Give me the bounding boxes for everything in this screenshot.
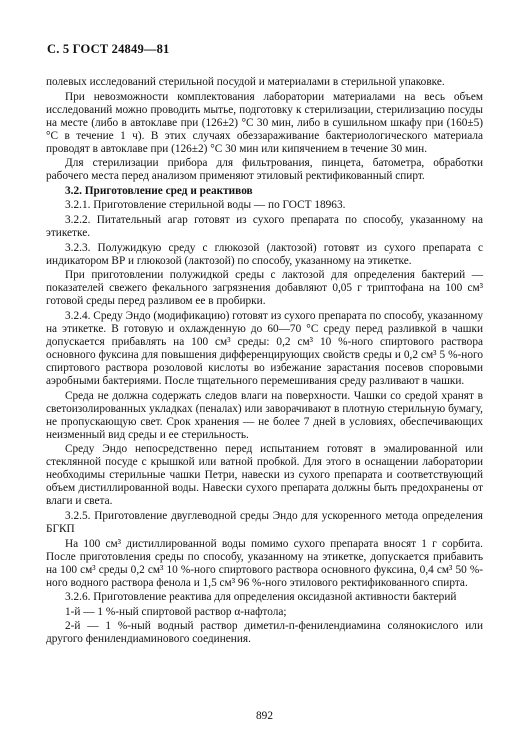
paragraph: 3.2.3. Полужидкую среду с глюкозой (лактозой) готовят из сухого препарата с индикатором ВР и глюкозой (лактозой) по способу, указанному на этикетке.	[46, 241, 483, 267]
paragraph: 2-й — 1 %-ный водный раствор диметил-п-фенилендиамина солянокислого или другого фенилендиаминового соединения.	[46, 620, 483, 646]
page-header: С. 5 ГОСТ 24849—81	[47, 42, 170, 56]
section-heading: 3.2. Приготовление сред и реактивов	[65, 184, 253, 197]
page-number: 892	[256, 710, 273, 722]
paragraph: 3.2.4. Среду Эндо (модификацию) готовят из сухого препарата по способу, указанному на этикетке. В готовую и охлажденную до 60—70 °С среду перед разливкой в чашки допускается прибавлять на 100 см³ среды: 0,2 см³ 10 %-ного спиртового раствора основного фуксина для повышения дифференцирующих свойств среды и 0,2 см³ 5 %-ного спиртового раствора розоловой кислоты во избежание зарастания посевов споровыми аэробными бактериями. После тщательного перемешивания среду разливают в чашки.	[46, 309, 483, 388]
paragraph: На 100 см³ дистиллированной воды помимо сухого препарата вносят 1 г сорбита. После приготовления среды по способу, указанному на этикетке, допускается прибавить на 100 см³ среды 0,2 см³ 10 %-ного спиртового раствора основного фуксина, 0,4 см³ 50 %-ного водного раствора фенола и 1,5 см³ 96 %-ного этилового ректификованного спирта.	[46, 537, 483, 589]
paragraph: 3.2.5. Приготовление двуглеводной среды Эндо для ускоренного метода определения БГКП	[46, 510, 483, 536]
paragraph: При приготовлении полужидкой среды с лактозой для определения бактерий — показателей свежего фекального загрязнения добавляют 0,05 г триптофана на 100 см³ готовой среды перед разливом ее в пробирки.	[46, 269, 483, 308]
paragraph: полевых исследований стерильной посудой и материалами в стерильной упаковке.	[46, 76, 445, 88]
paragraph: 3.2.6. Приготовление реактива для определения оксидазной активности бактерий	[65, 591, 457, 604]
paragraph: Среда не должна содержать следов влаги на поверхности. Чашки со средой хранят в светоизолированных укладках (пеналах) или заворачивают в плотную стерильную бумагу, не пропускающую свет. Срок хранения — не более 7 дней в условиях, обеспечивающих неизменный вид среды и ее стерильность.	[46, 389, 483, 441]
paragraph: 1-й — 1 %-ный спиртовой раствор α-нафтола;	[65, 605, 287, 618]
document-body	[46, 76, 483, 648]
paragraph: При невозможности комплектования лаборатории материалами на весь объем исследований можно проводить мытье, подготовку к стерилизации, стерилизацию посуды на месте (либо в автоклаве при (126±2) °С 30 мин, либо в сушильном шкафу при (160±5) °С в течение 1 ч). В этих случаях обеззараживание бактериологического материала проводят в автоклаве при (126±2) °С 30 мин или кипячением в течение 30 мин.	[46, 90, 483, 155]
paragraph: 3.2.1. Приготовление стерильной воды — по ГОСТ 18963.	[65, 199, 346, 212]
paragraph: Среду Эндо непосредственно перед испытанием готовят в эмалированной или стеклянной посуде с крышкой или ватной пробкой. Для этого в оснащении лаборатории необходимы стерильные чашки Петри, навески из сухого препарата и соответствующий объем дистиллированной воды. Навески сухого препарата должны быть предохранены от влаги и света.	[46, 443, 483, 508]
paragraph: Для стерилизации прибора для фильтрования, пинцета, батометра, обработки рабочего места перед анализом применяют этиловый ректификованный спирт.	[46, 157, 483, 183]
paragraph: 3.2.2. Питательный агар готовят из сухого препарата по способу, указанному на этикетке.	[46, 213, 483, 240]
